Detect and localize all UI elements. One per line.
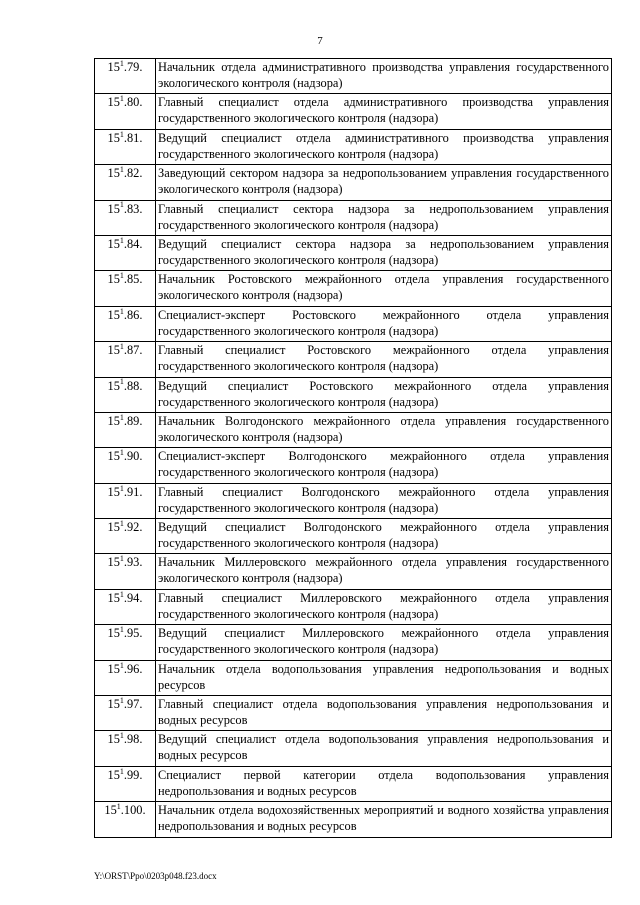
table-row [95,412,612,447]
table-row [95,342,612,377]
position-title: Ведущий специалист отдела административного производства управления государственного экологического контроля (надзора) [156,129,612,164]
item-number-main: 15 [107,661,120,676]
item-number [95,696,156,731]
position-title: Главный специалист сектора надзора за недропользованием управления государственного экологического контроля (надзора) [156,200,612,235]
item-number [95,59,156,94]
item-number-suffix: .82. [123,166,143,181]
item-number-suffix: .99. [123,767,143,782]
item-number-superscript: 1 [119,731,124,741]
item-number-main: 15 [107,201,120,216]
item-number-superscript: 1 [119,625,124,635]
table-row [95,589,612,624]
item-number-main: 15 [104,803,117,818]
item-number-superscript: 1 [119,695,124,705]
table-row [95,306,612,341]
position-title: Начальник Миллеровского межрайонного отдела управления государственного экологического контроля (надзора) [156,554,612,589]
table-row [95,625,612,660]
position-title: Главный специалист отдела административного производства управления государственного экологического контроля (надзора) [156,94,612,129]
table-row [95,554,612,589]
position-title: Ведущий специалист Миллеровского межрайонного отдела управления государственного экологического контроля (надзора) [156,625,612,660]
position-title: Главный специалист Ростовского межрайонного отдела управления государственного экологического контроля (надзора) [156,342,612,377]
item-number-superscript: 1 [119,271,124,281]
item-number-suffix: .89. [123,413,143,428]
table-row [95,200,612,235]
item-number-suffix: .87. [123,343,143,358]
item-number-main: 15 [107,767,120,782]
footer-file-path: Y:\ORST\Ppo\0203p048.f23.docx [94,871,217,881]
position-title: Начальник Ростовского межрайонного отдела управления государственного экологического контроля (надзора) [156,271,612,306]
item-number-superscript: 1 [119,200,124,210]
item-number-main: 15 [107,95,120,110]
position-title: Специалист-эксперт Ростовского межрайонного отдела управления государственного экологического контроля (надзора) [156,306,612,341]
item-number [95,625,156,660]
item-number-main: 15 [107,732,120,747]
item-number-superscript: 1 [119,377,124,387]
item-number-superscript: 1 [119,660,124,670]
item-number-superscript: 1 [119,94,124,104]
item-number [95,483,156,518]
table-row [95,235,612,270]
item-number-superscript: 1 [119,518,124,528]
item-number-suffix: .98. [123,732,143,747]
item-number-superscript: 1 [119,58,124,68]
item-number-main: 15 [107,307,120,322]
table-row [95,271,612,306]
position-title: Ведущий специалист Ростовского межрайонного отдела управления государственного экологического контроля (надзора) [156,377,612,412]
item-number-suffix: .93. [123,555,143,570]
item-number-suffix: .100. [120,803,146,818]
item-number-main: 15 [107,130,120,145]
item-number [95,731,156,766]
position-title: Ведущий специалист сектора надзора за недропользованием управления государственного экологического контроля (надзора) [156,235,612,270]
page-number: 7 [317,35,323,47]
position-title: Специалист-эксперт Волгодонского межрайонного отдела управления государственного экологического контроля (надзора) [156,448,612,483]
item-number-superscript: 1 [119,235,124,245]
item-number [95,660,156,695]
item-number-suffix: .88. [123,378,143,393]
item-number [95,342,156,377]
item-number-superscript: 1 [119,412,124,422]
item-number-superscript: 1 [119,342,124,351]
item-number-superscript: 1 [119,306,124,316]
item-number-suffix: .85. [123,272,143,287]
item-number-suffix: .97. [123,697,143,712]
item-number [95,306,156,341]
positions-table [94,58,612,838]
item-number-superscript: 1 [119,554,124,564]
position-title: Заведующий сектором надзора за недропользованием управления государственного экологического контроля (надзора) [156,165,612,200]
position-title: Главный специалист Волгодонского межрайонного отдела управления государственного экологического контроля (надзора) [156,483,612,518]
item-number [95,802,156,837]
item-number-suffix: .95. [123,626,143,641]
item-number-main: 15 [107,555,120,570]
table-row [95,448,612,483]
item-number-main: 15 [107,343,120,358]
table-row [95,165,612,200]
item-number-superscript: 1 [116,802,121,812]
item-number [95,94,156,129]
table-row [95,660,612,695]
item-number [95,589,156,624]
item-number-suffix: .79. [123,60,143,74]
item-number-superscript: 1 [119,766,124,776]
table-row [95,802,612,837]
position-title: Ведущий специалист Волгодонского межрайонного отдела управления государственного экологического контроля (надзора) [156,519,612,554]
item-number-main: 15 [107,166,120,181]
position-title: Ведущий специалист отдела водопользования управления недропользования и водных ресурсов [156,731,612,766]
item-number-suffix: .86. [123,307,143,322]
position-title: Специалист первой категории отдела водопользования управления недропользования и водных ресурсов [156,766,612,801]
item-number [95,165,156,200]
table-row [95,483,612,518]
item-number-main: 15 [107,60,120,74]
table-row [95,59,612,94]
item-number-main: 15 [107,449,120,464]
item-number [95,235,156,270]
table-row [95,377,612,412]
table-row [95,519,612,554]
item-number-suffix: .91. [123,484,143,499]
item-number-superscript: 1 [119,129,124,139]
item-number-suffix: .81. [123,130,143,145]
item-number-suffix: .92. [123,520,143,535]
item-number [95,448,156,483]
item-number [95,766,156,801]
position-title: Главный специалист Миллеровского межрайонного отдела управления государственного экологического контроля (надзора) [156,589,612,624]
item-number [95,200,156,235]
item-number-suffix: .94. [123,590,143,605]
item-number-main: 15 [107,413,120,428]
position-title: Начальник отдела водохозяйственных мероприятий и водного хозяйства управления недропользования и водных ресурсов [156,802,612,837]
table-row [95,766,612,801]
table-row [95,129,612,164]
item-number-suffix: .80. [123,95,143,110]
item-number-suffix: .83. [123,201,143,216]
position-title: Главный специалист отдела водопользования управления недропользования и водных ресурсов [156,696,612,731]
item-number-superscript: 1 [119,448,124,458]
item-number-main: 15 [107,626,120,641]
positions-table-body [95,59,612,838]
item-number-superscript: 1 [119,589,124,599]
table-row [95,94,612,129]
item-number-suffix: .84. [123,236,143,251]
item-number-main: 15 [107,236,120,251]
item-number [95,271,156,306]
item-number [95,412,156,447]
item-number-suffix: .90. [123,449,143,464]
item-number-superscript: 1 [119,165,124,175]
item-number [95,554,156,589]
item-number-main: 15 [107,272,120,287]
item-number [95,377,156,412]
position-title: Начальник отдела водопользования управления недропользования и водных ресурсов [156,660,612,695]
item-number-main: 15 [107,520,120,535]
position-title: Начальник Волгодонского межрайонного отдела управления государственного экологического контроля (надзора) [156,412,612,447]
table-row [95,731,612,766]
item-number-main: 15 [107,378,120,393]
item-number-main: 15 [107,484,120,499]
item-number [95,129,156,164]
table-row [95,696,612,731]
item-number-superscript: 1 [119,483,124,493]
item-number [95,519,156,554]
item-number-suffix: .96. [123,661,143,676]
item-number-main: 15 [107,697,120,712]
item-number-main: 15 [107,590,120,605]
position-title: Начальник отдела административного производства управления государственного экологического контроля (надзора) [156,59,612,94]
